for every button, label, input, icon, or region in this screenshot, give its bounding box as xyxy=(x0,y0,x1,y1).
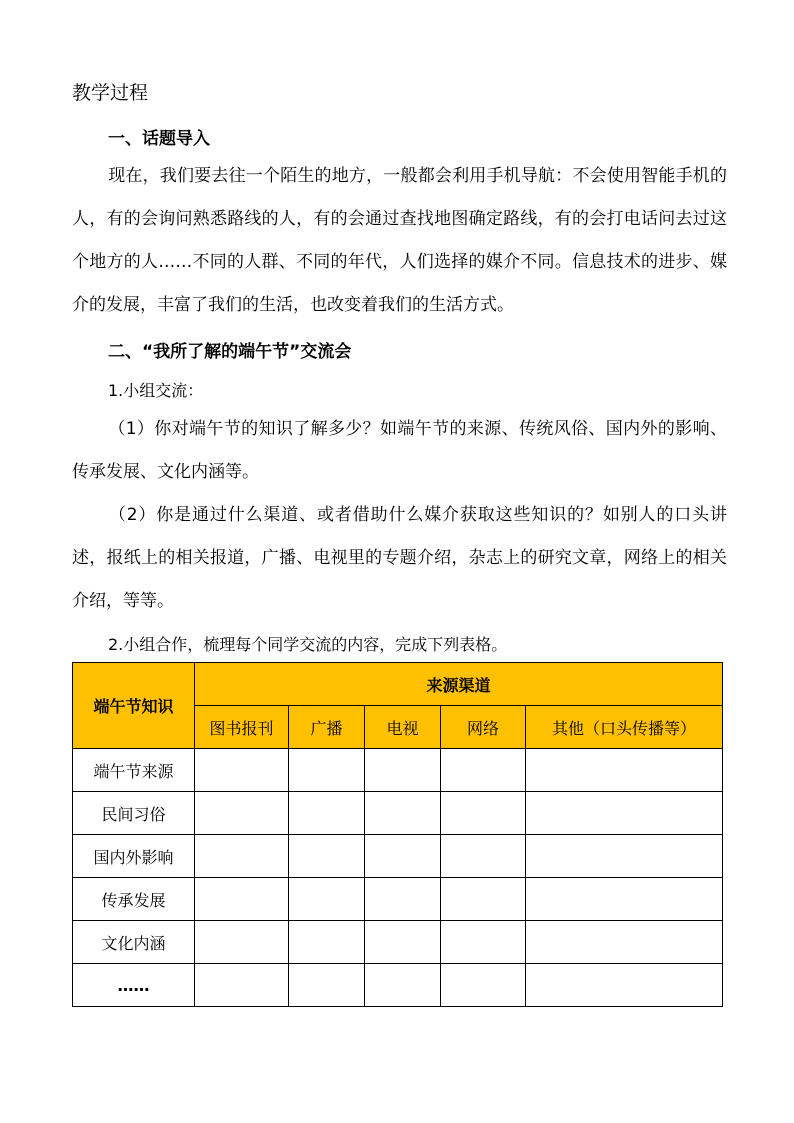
question-2-text: （2）你是通过什么渠道、或者借助什么媒介获取这些知识的？如别人的口头讲述，报纸上的相关报道，广播、电视里的专题介绍，杂志上的研究文章，网络上的相关介绍，等等。 xyxy=(72,505,727,611)
table-row xyxy=(73,921,723,964)
section-heading-topic-intro: 一、话题导入 xyxy=(108,129,210,149)
table-cell xyxy=(365,792,441,835)
column-header: 电视 xyxy=(365,706,441,749)
table-cell xyxy=(441,964,526,1007)
table-cell xyxy=(526,792,723,835)
table-cell xyxy=(195,835,289,878)
intro-paragraph xyxy=(72,155,727,327)
table-corner-header: 端午节知识 xyxy=(73,663,195,749)
question-1 xyxy=(72,408,727,494)
table-cell xyxy=(441,878,526,921)
table-cell xyxy=(289,835,365,878)
table-cell xyxy=(526,749,723,792)
table-cell xyxy=(441,921,526,964)
table-cell xyxy=(289,921,365,964)
page-title: 教学过程 xyxy=(72,82,149,104)
table-row xyxy=(73,835,723,878)
table-row xyxy=(73,792,723,835)
table-cell xyxy=(526,835,723,878)
row-header: …… xyxy=(73,964,195,1007)
table-cell xyxy=(526,878,723,921)
row-header: 文化内涵 xyxy=(73,921,195,964)
table-cell xyxy=(365,921,441,964)
table-cell xyxy=(195,749,289,792)
table-cell xyxy=(365,749,441,792)
table-cell xyxy=(441,749,526,792)
column-header: 图书报刊 xyxy=(195,706,289,749)
table-cell xyxy=(365,964,441,1007)
table-row xyxy=(73,878,723,921)
table-cell xyxy=(289,964,365,1007)
question-2 xyxy=(72,494,727,623)
table-cell xyxy=(441,835,526,878)
table-cell xyxy=(289,792,365,835)
column-header: 网络 xyxy=(441,706,526,749)
column-header: 其他（口头传播等） xyxy=(526,706,723,749)
table-cell xyxy=(365,878,441,921)
table-cell xyxy=(526,921,723,964)
step-2-label: 2.小组合作，梳理每个同学交流的内容，完成下列表格。 xyxy=(108,635,508,654)
section-heading-exchange: 二、“我所了解的端午节”交流会 xyxy=(108,342,352,362)
question-1-text: （1）你对端午节的知识了解多少？如端午节的来源、传统风俗、国内外的影响、传承发展、文化内涵等。 xyxy=(72,419,727,482)
table-cell xyxy=(195,792,289,835)
row-header: 国内外影响 xyxy=(73,835,195,878)
knowledge-source-table xyxy=(72,662,723,1007)
table-row xyxy=(73,749,723,792)
table-cell xyxy=(195,878,289,921)
table-cell xyxy=(195,964,289,1007)
table-cell xyxy=(365,835,441,878)
table-cell xyxy=(441,792,526,835)
column-header: 广播 xyxy=(289,706,365,749)
table-cell xyxy=(289,878,365,921)
row-header: 民间习俗 xyxy=(73,792,195,835)
intro-paragraph-text: 现在，我们要去往一个陌生的地方，一般都会利用手机导航：不会使用智能手机的人，有的会询问熟悉路线的人，有的会通过查找地图确定路线，有的会打电话问去过这个地方的人……不同的人群、不同的年代，人们选择的媒介不同。信息技术的进步、媒介的发展，丰富了我们的生活，也改变着我们的生活方式。 xyxy=(72,166,727,315)
table-row xyxy=(73,964,723,1007)
table-cell xyxy=(195,921,289,964)
table-cell xyxy=(289,749,365,792)
row-header: 端午节来源 xyxy=(73,749,195,792)
row-header: 传承发展 xyxy=(73,878,195,921)
table-cell xyxy=(526,964,723,1007)
table-group-header: 来源渠道 xyxy=(195,663,723,706)
step-1-label: 1.小组交流： xyxy=(108,381,204,400)
